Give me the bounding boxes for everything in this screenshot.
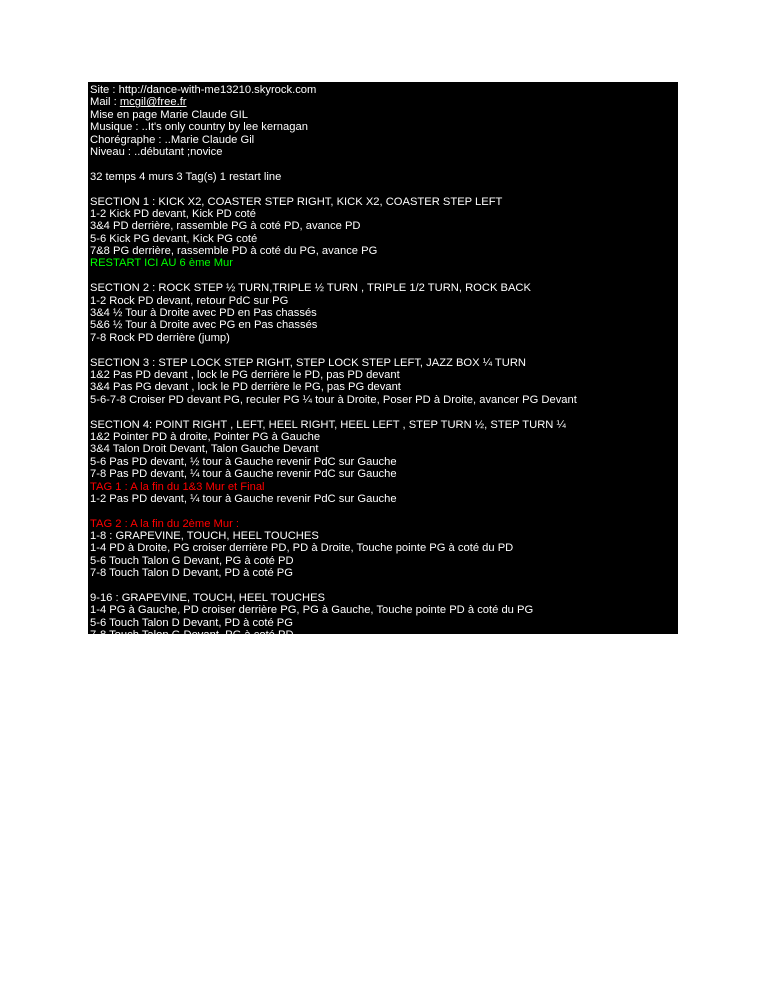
- dance-sheet: [88, 82, 678, 642]
- section3-step: 5-6-7-8 Croiser PD devant PG, reculer PG ¼ tour à Droite, Poser PD à Droite, avancer PG Devant: [90, 393, 577, 406]
- tag2-part2-step: 1-4 PG à Gauche, PD croiser derrière PG, PG à Gauche, Touche pointe PD à coté du PG: [90, 604, 534, 617]
- spacer: [90, 406, 678, 418]
- tag2-part1-title: 1-8 : GRAPEVINE, TOUCH, HEEL TOUCHES: [90, 530, 319, 543]
- section3-title: SECTION 3 : STEP LOCK STEP RIGHT, STEP LOCK STEP LEFT, JAZZ BOX ¼ TURN: [90, 356, 527, 369]
- site-line: Site : http://dance-with-me13210.skyrock.com: [90, 84, 317, 96]
- mail-line: [90, 96, 678, 108]
- summary-line: 32 temps 4 murs 3 Tag(s) 1 restart line: [90, 170, 282, 183]
- section4-step: 1&2 Pointer PD à droite, Pointer PG à Gauche: [90, 430, 321, 443]
- section2-step: 7-8 Rock PD derrière (jump): [90, 331, 230, 344]
- spacer: [90, 505, 678, 517]
- tag2-part2-title: 9-16 : GRAPEVINE, TOUCH, HEEL TOUCHES: [90, 592, 326, 605]
- section3-step: 1&2 Pas PD devant , lock le PG derrière le PD, pas PD devant: [90, 368, 400, 381]
- section2-step: 3&4 ½ Tour à Droite avec PD en Pas chassés: [90, 307, 317, 320]
- section2-title: SECTION 2 : ROCK STEP ½ TURN,TRIPLE ½ TURN , TRIPLE 1/2 TURN, ROCK BACK: [90, 282, 531, 295]
- section3-step: 3&4 Pas PG devant , lock le PD derrière le PG, pas PG devant: [90, 381, 401, 394]
- tag1-step: 1-2 Pas PD devant, ¼ tour à Gauche revenir PdC sur Gauche: [90, 492, 397, 505]
- section4-step: 7-8 Pas PD devant, ¼ tour à Gauche revenir PdC sur Gauche: [90, 468, 397, 481]
- tag1-title: TAG 1 : A la fin du 1&3 Mur et Final: [90, 480, 265, 493]
- section1-step: 1-2 Kick PD devant, Kick PD coté: [90, 207, 257, 220]
- tag2-part2-step: 7-8 Touch Talon G Devant, PG à coté PD: [90, 629, 294, 642]
- section1-title: SECTION 1 : KICK X2, COASTER STEP RIGHT, KICK X2, COASTER STEP LEFT: [90, 195, 503, 208]
- spacer: [90, 270, 678, 282]
- spacer: [90, 183, 678, 195]
- spacer: [90, 158, 678, 170]
- section2-step: 1-2 Rock PD devant, retour PdC sur PG: [90, 294, 289, 307]
- mail-link[interactable]: mcgil@free.fr: [119, 96, 187, 109]
- tag2-title: TAG 2 : A la fin du 2ème Mur :: [90, 517, 240, 530]
- section4-step: 5-6 Pas PD devant, ½ tour à Gauche revenir PdC sur Gauche: [90, 455, 397, 468]
- section2-step: 5&6 ½ Tour à Droite avec PG en Pas chassés: [90, 319, 318, 332]
- tag2-part1-step: 1-4 PD à Droite, PG croiser derrière PD, PD à Droite, Touche pointe PG à coté du PD: [90, 542, 514, 555]
- tag2-part1-step: 7-8 Touch Talon D Devant, PD à coté PG: [90, 567, 293, 580]
- music-line: Musique : ..It's only country by lee kernagan: [90, 121, 308, 134]
- layout-line: Mise en page Marie Claude GIL: [90, 108, 248, 121]
- section1-step: 7&8 PG derrière, rassemble PD à coté du PG, avance PG: [90, 245, 378, 258]
- section4-title: SECTION 4: POINT RIGHT , LEFT, HEEL RIGHT, HEEL LEFT , STEP TURN ½, STEP TURN ¼: [90, 418, 566, 431]
- section4-step: 3&4 Talon Droit Devant, Talon Gauche Devant: [90, 443, 319, 456]
- tag2-part2-step: 5-6 Touch Talon D Devant, PD à coté PG: [90, 616, 293, 629]
- restart-note: RESTART ICI AU 6 ème Mur: [90, 257, 233, 270]
- spacer: [90, 580, 678, 592]
- choreographer-line: Chorégraphe : ..Marie Claude Gil: [90, 133, 255, 146]
- tag2-part1-step: 5-6 Touch Talon G Devant, PG à coté PD: [90, 554, 294, 567]
- mail-label: Mail :: [90, 96, 120, 109]
- section1-step: 3&4 PD derrière, rassemble PG à coté PD, avance PD: [90, 220, 361, 233]
- spacer: [90, 344, 678, 356]
- level-line: Niveau : ..débutant ;novice: [90, 145, 223, 158]
- section1-step: 5-6 Kick PG devant, Kick PG coté: [90, 232, 258, 245]
